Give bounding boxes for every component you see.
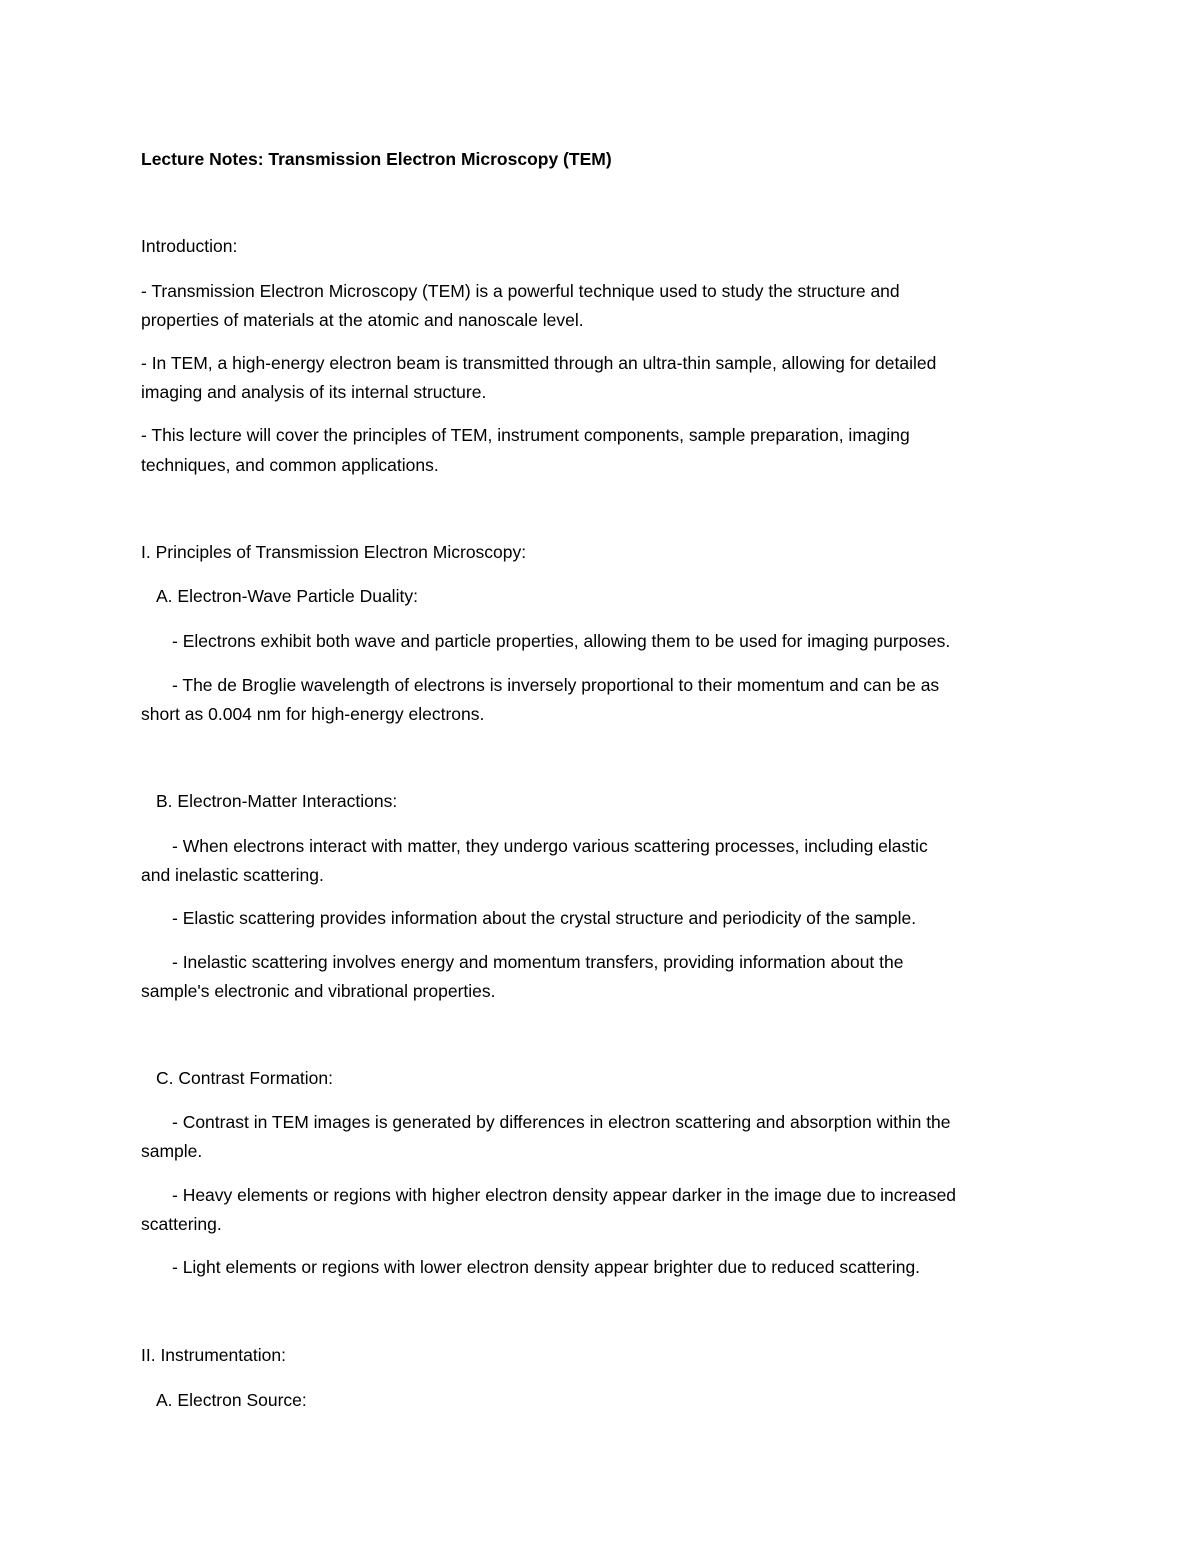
intro-paragraph-2-line-1: - In TEM, a high-energy electron beam is transmitted through an ultra-thin sample, allowing for detailed xyxy=(141,353,937,373)
intro-heading: Introduction: xyxy=(141,236,238,256)
section-1c-item-2-line-2: scattering. xyxy=(141,1214,222,1234)
section-1a-item-2-line-2: short as 0.004 nm for high-energy electrons. xyxy=(141,704,485,724)
section-1a-heading: A. Electron-Wave Particle Duality: xyxy=(156,586,418,606)
section-2a-heading: A. Electron Source: xyxy=(156,1390,307,1410)
section-1b-item-2: - Elastic scattering provides information about the crystal structure and periodicity of the sample. xyxy=(172,908,917,928)
section-1a-item-2-line-1: - The de Broglie wavelength of electrons is inversely proportional to their momentum and can be as xyxy=(172,675,940,695)
intro-paragraph-1-line-2: properties of materials at the atomic and nanoscale level. xyxy=(141,310,584,330)
intro-paragraph-3-line-1: - This lecture will cover the principles of TEM, instrument components, sample preparation, imaging xyxy=(141,425,910,445)
section-1b-item-3-line-2: sample's electronic and vibrational properties. xyxy=(141,981,496,1001)
section-1c-item-1-line-1: - Contrast in TEM images is generated by differences in electron scattering and absorption within the xyxy=(172,1112,951,1132)
section-1c-item-3: - Light elements or regions with lower electron density appear brighter due to reduced scattering. xyxy=(172,1257,921,1277)
intro-paragraph-2-line-2: imaging and analysis of its internal structure. xyxy=(141,382,487,402)
section-1c-item-2-line-1: - Heavy elements or regions with higher electron density appear darker in the image due to increased xyxy=(172,1185,957,1205)
section-1c-heading: C. Contrast Formation: xyxy=(156,1068,333,1088)
document-title: Lecture Notes: Transmission Electron Microscopy (TEM) xyxy=(141,149,612,169)
section-1b-item-3-line-1: - Inelastic scattering involves energy and momentum transfers, providing information about the xyxy=(172,952,904,972)
section-1b-item-1-line-2: and inelastic scattering. xyxy=(141,865,324,885)
intro-paragraph-3-line-2: techniques, and common applications. xyxy=(141,455,439,475)
section-1a-item-1: - Electrons exhibit both wave and particle properties, allowing them to be used for imaging purposes. xyxy=(172,631,951,651)
section-2-heading: II. Instrumentation: xyxy=(141,1345,286,1365)
section-1c-item-1-line-2: sample. xyxy=(141,1141,203,1161)
section-1b-heading: B. Electron-Matter Interactions: xyxy=(156,791,398,811)
intro-paragraph-1-line-1: - Transmission Electron Microscopy (TEM) is a powerful technique used to study the structure and xyxy=(141,281,900,301)
section-1b-item-1-line-1: - When electrons interact with matter, they undergo various scattering processes, including elastic xyxy=(172,836,928,856)
section-1-heading: I. Principles of Transmission Electron Microscopy: xyxy=(141,542,527,562)
